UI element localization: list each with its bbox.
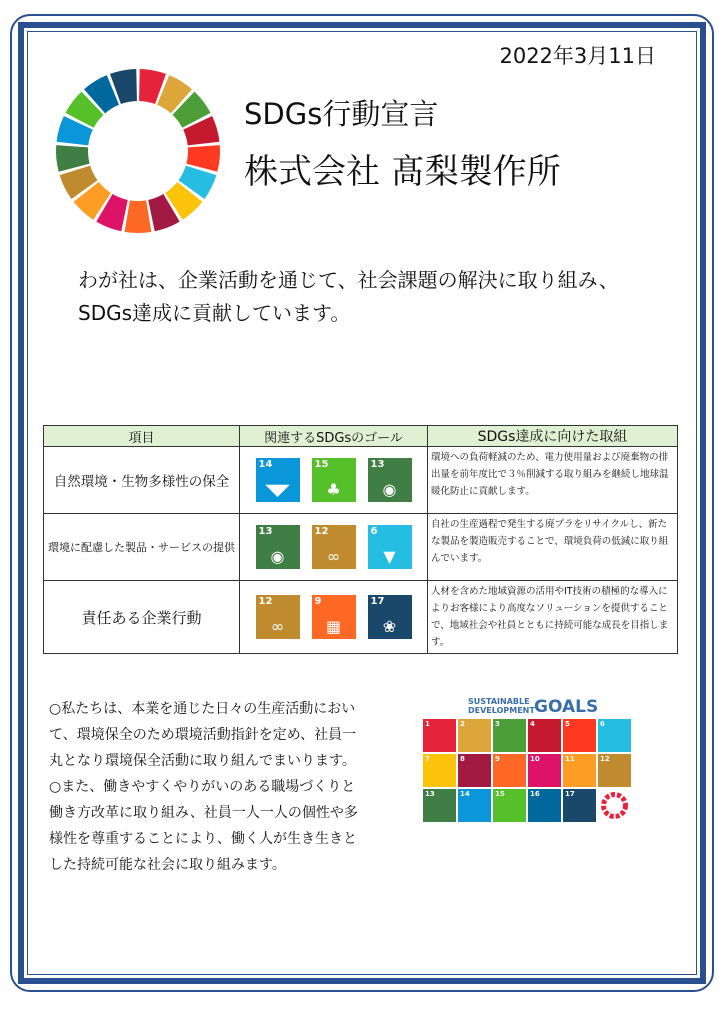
table-row [44, 514, 678, 581]
row-goals [240, 447, 428, 514]
sdg-goal-13-icon: 13 ◉ [368, 458, 412, 502]
sdg-goal-9-icon: 9 ▦ [312, 595, 356, 639]
row-description: 環境への負荷軽減のため、電力使用量および廃棄物の排出量を前年度比で３％削減する取り組みを継続し地球温暖化防止に貢献します。 [428, 447, 678, 514]
sdg-goal-12-icon: 12 ∞ [256, 595, 300, 639]
company-name: 株式会社 髙梨製作所 [244, 152, 561, 192]
sdg-goal-tile: 14 [458, 789, 491, 822]
sdg-goal-tile: 12 [598, 754, 631, 787]
sdg-goal-tile: 3 [493, 719, 526, 752]
sdg-goal-15-icon: 15 ♣ [312, 458, 356, 502]
sdg-wheel-logo [54, 67, 222, 235]
table-header-row [44, 426, 678, 447]
row-description: 人材を含めた地域資源の活用やIT技術の積極的な導入によりお客様により高度なソリューションを提供することで、地域社会や社員とともに持続可能な成長を目指します。 [428, 581, 678, 654]
row-goals [240, 581, 428, 654]
table-row [44, 581, 678, 654]
commitment-statements [49, 696, 369, 878]
commitment-paragraph: ○私たちは、本業を通じた日々の生産活動において、環境保全のため環境活動指針を定め、社員一丸となり環境保全活動に取り組んでまいります。 [49, 701, 357, 769]
sdg-goal-tile: 2 [458, 719, 491, 752]
lead-statement [78, 264, 658, 330]
sdg-goal-tile: 16 [528, 789, 561, 822]
sdg-goal-tile: 11 [563, 754, 596, 787]
table-header: SDGs達成に向けた取組 [428, 426, 678, 447]
sdg-table [43, 425, 678, 654]
sdg-goal-tile: 1 [423, 719, 456, 752]
commitment-paragraph: ○また、働きやすくやりがいのある職場づくりと働き方改革に取り組み、社員一人一人の個性や多様性を尊重することにより、働く人が生き生きとした持続可能な社会に取り組みます。 [49, 779, 358, 873]
goals-logo-word: GOALS [534, 697, 599, 717]
lead-line-1: わが社は、企業活動を通じて、社会課題の解決に取り組み、 [78, 268, 619, 292]
sdg-goal-tile: 15 [493, 789, 526, 822]
wheel-segment [125, 200, 152, 233]
table-header: 関連するSDGsのゴール [240, 426, 428, 447]
table-header: 項目 [44, 426, 240, 447]
sdg-goal-tile: 6 [598, 719, 631, 752]
sdg-goal-tile: 17 [563, 789, 596, 822]
sdg-goal-tile: 10 [528, 754, 561, 787]
sdg-goal-17-icon: 17 ❀ [368, 595, 412, 639]
row-item: 責任ある企業行動 [44, 581, 240, 654]
sdg-goal-tile: 13 [423, 789, 456, 822]
row-item: 自然環境・生物多様性の保全 [44, 447, 240, 514]
sdg-wheel-tile [598, 789, 631, 822]
sdg-goal-12-icon: 12 ∞ [312, 525, 356, 569]
sdg-goal-6-icon: 6 ▼ [368, 525, 412, 569]
sdg-goal-tile: 8 [458, 754, 491, 787]
goals-grid [423, 719, 631, 822]
sdg-goals-chart-logo [420, 695, 634, 825]
table-row [44, 447, 678, 514]
row-goals [240, 514, 428, 581]
sdg-goal-tile: 4 [528, 719, 561, 752]
lead-line-2: SDGs達成に貢献しています。 [78, 301, 351, 325]
row-item: 環境に配慮した製品・サービスの提供 [44, 514, 240, 581]
sdg-goal-tile: 7 [423, 754, 456, 787]
date: 2022年3月11日 [499, 44, 656, 68]
sdg-goal-tile: 9 [493, 754, 526, 787]
sdg-goal-tile: 5 [563, 719, 596, 752]
row-description: 自社の生産過程で発生する廃プラをリサイクルし、新たな製品を製造販売することで、環境負荷の低減に取り組んでいます。 [428, 514, 678, 581]
goals-logo-text: SUSTAINABLE DEVELOPMENT [468, 697, 535, 715]
sdg-goal-14-icon: 14 ◥◤ [256, 458, 300, 502]
page-title: SDGs行動宣言 [244, 97, 439, 131]
sdg-goal-13-icon: 13 ◉ [256, 525, 300, 569]
